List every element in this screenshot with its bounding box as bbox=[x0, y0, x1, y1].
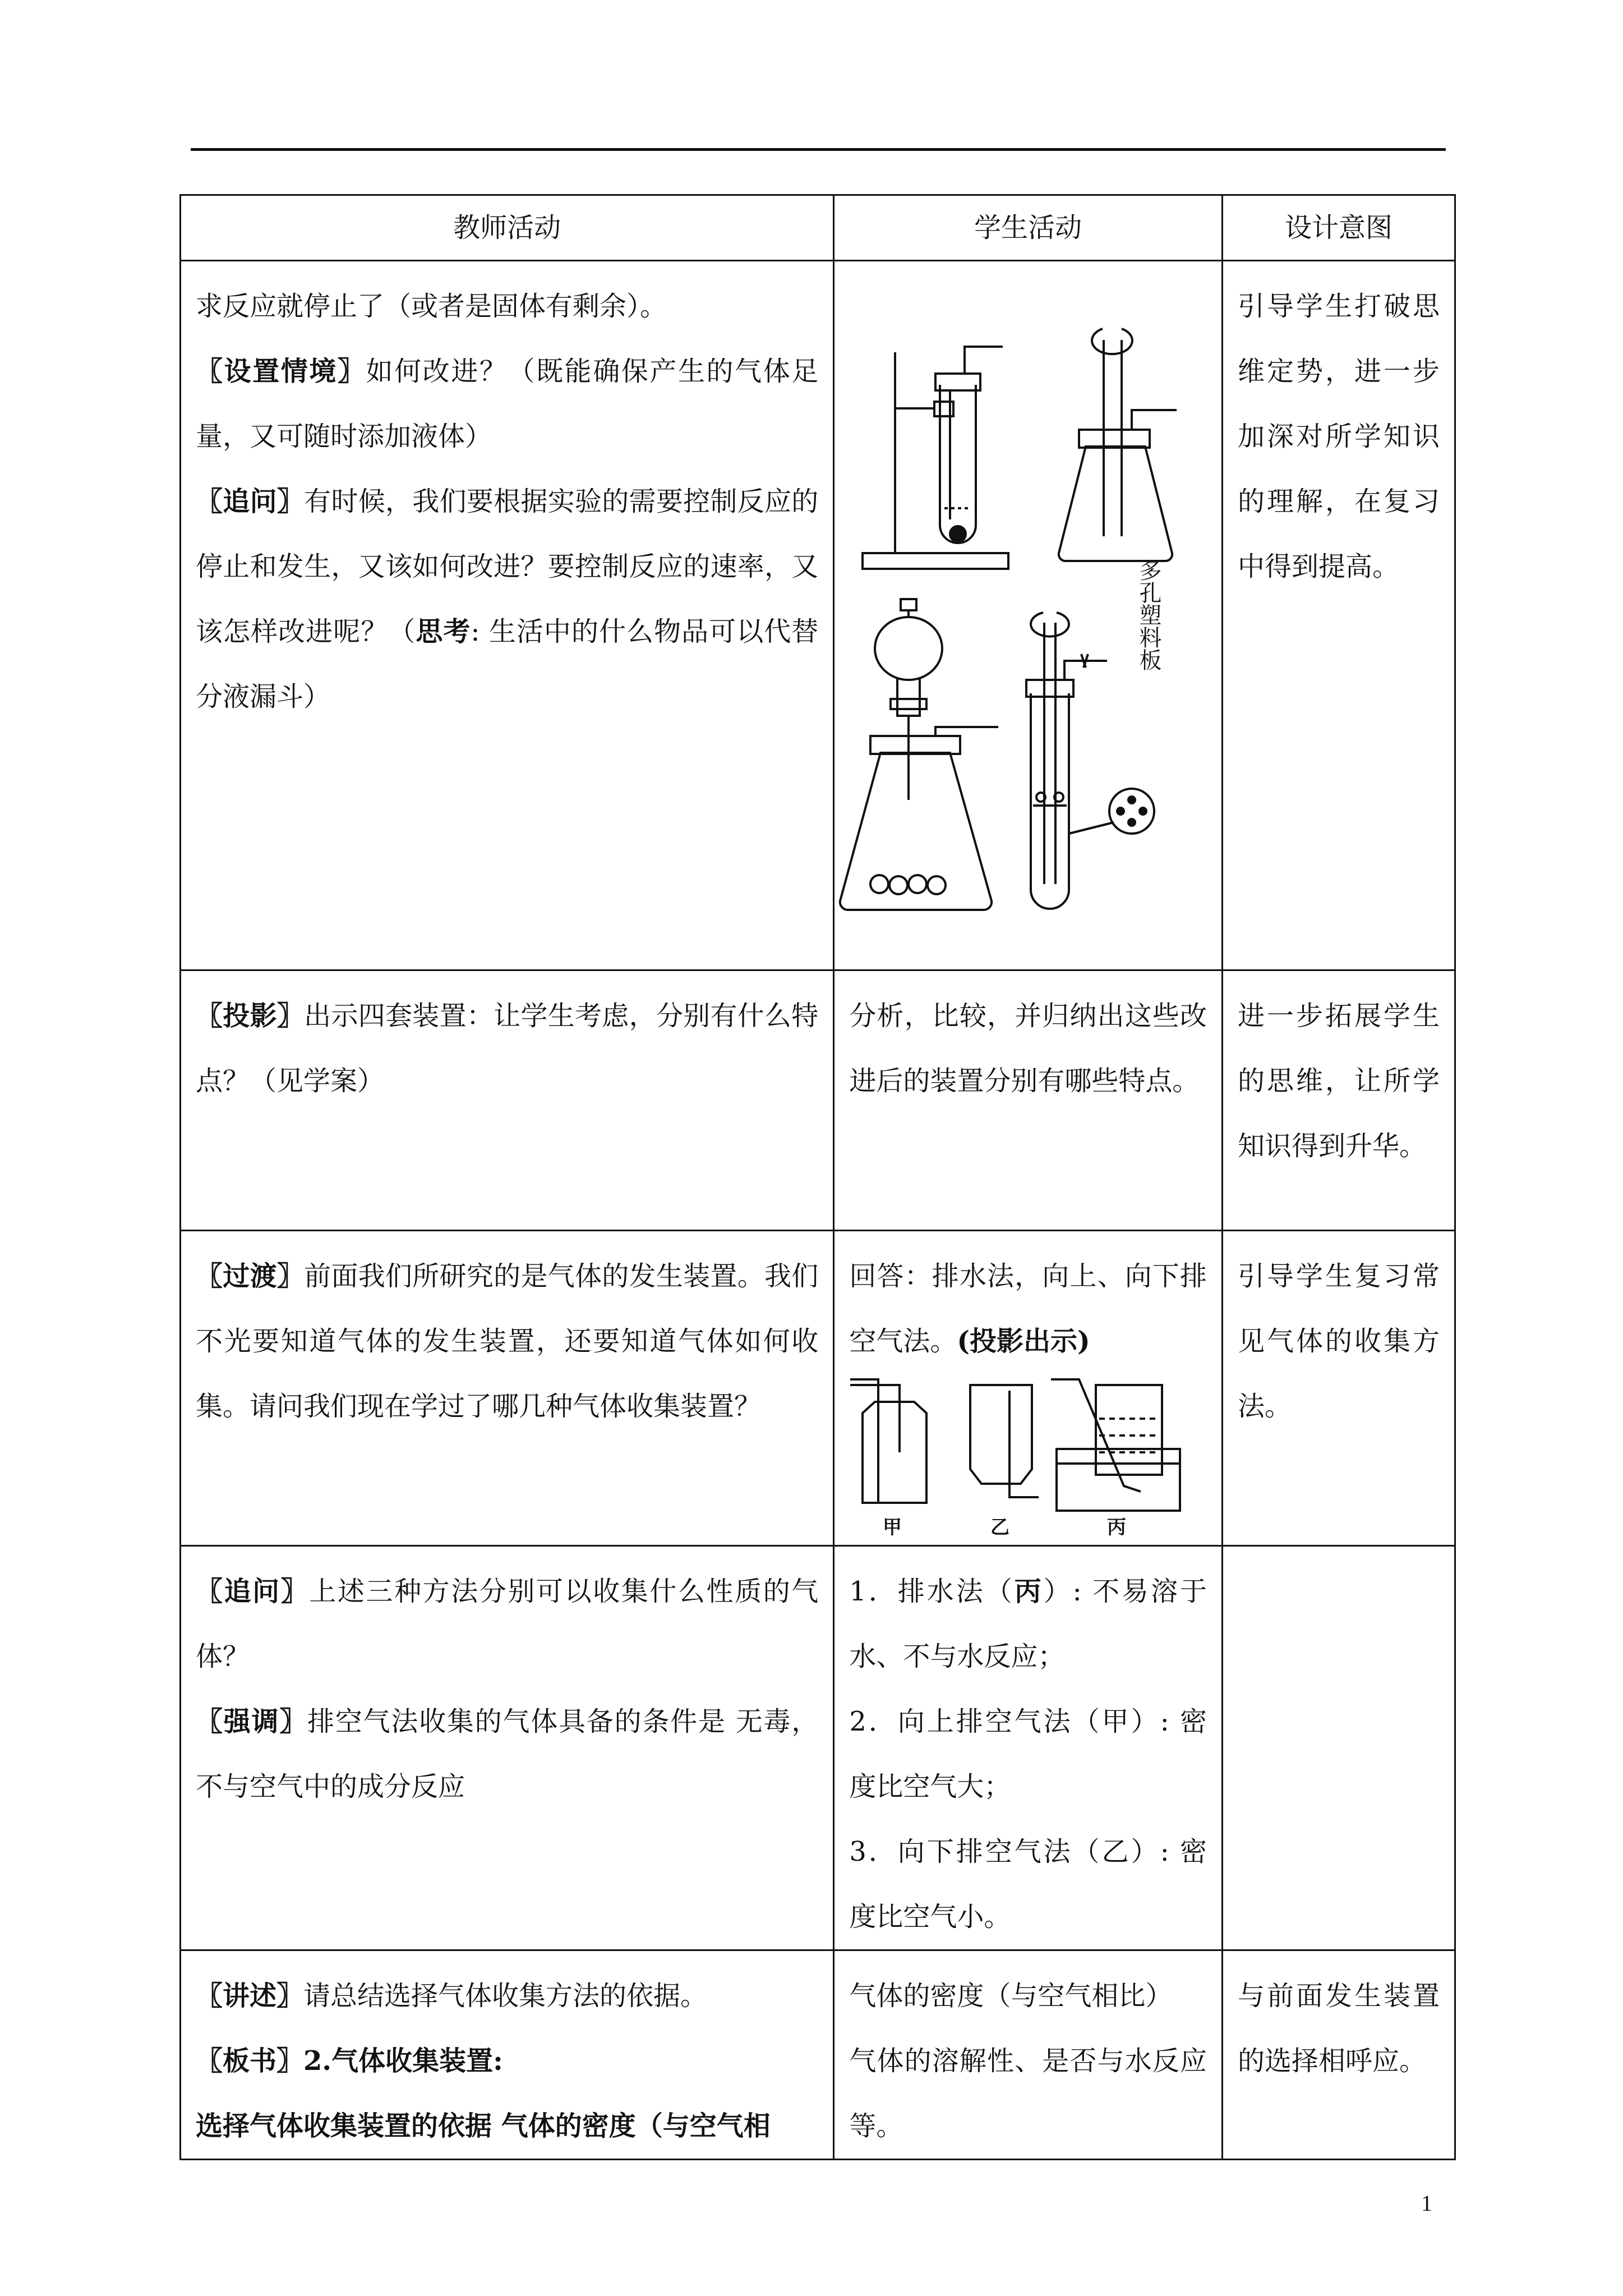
teacher-cell bbox=[181, 261, 834, 970]
table-row bbox=[181, 970, 1455, 1231]
student-text: 气体的密度（与空气相比） bbox=[849, 1980, 1173, 2012]
plate-hole bbox=[1128, 819, 1135, 826]
student-item: 3．向下排空气法（乙）: 密度比空气小。 bbox=[849, 1836, 1207, 1932]
teacher-text: 〖讲述〗请总结选择气体收集方法的依据。 bbox=[196, 1980, 708, 2012]
intent-cell bbox=[1223, 1950, 1455, 2160]
gas-collection-figure bbox=[843, 1374, 1191, 1542]
header-teacher: 教师活动 bbox=[181, 195, 834, 261]
teacher-cell bbox=[181, 1546, 834, 1950]
page-number: 1 bbox=[1421, 2191, 1432, 2216]
teacher-text: 〖追问〗有时候，我们要根据实验的需要控制反应的停止和发生，又该如何改进？要控制反应的速率，又该怎样改进呢？（思考: 生活中的什么物品可以代替分液漏斗） bbox=[196, 486, 819, 712]
teacher-text: 〖强调〗排空气法收集的气体具备的条件是 无毒，不与空气中的成分反应 bbox=[196, 1706, 819, 1802]
teacher-text: 〖追问〗上述三种方法分别可以收集什么性质的气体？ bbox=[196, 1576, 819, 1672]
solid-particle bbox=[889, 876, 907, 894]
student-text: 分析，比较，并归纳出这些改进后的装置分别有哪些特点。 bbox=[849, 1000, 1207, 1097]
header-student: 学生活动 bbox=[834, 195, 1223, 261]
student-text: 回答：排水法，向上、向下排空气法。(投影出示) bbox=[849, 1260, 1207, 1357]
stopper bbox=[935, 374, 980, 390]
solid-particle bbox=[870, 875, 888, 893]
intent-cell bbox=[1223, 1546, 1455, 1950]
tube-stopper bbox=[1026, 680, 1073, 697]
table-row bbox=[181, 1231, 1455, 1546]
flask-delivery-tube bbox=[1132, 410, 1177, 430]
tube-jia-2 bbox=[850, 1385, 900, 1452]
intent-cell bbox=[1223, 970, 1455, 1231]
stand-base bbox=[863, 553, 1008, 569]
teacher-text: 求反应就停止了（或者是固体有剩余）。 bbox=[196, 291, 667, 322]
intent-text: 引导学生打破思维定势，进一步加深对所学知识的理解，在复习中得到提高。 bbox=[1238, 291, 1440, 582]
table-row bbox=[181, 261, 1455, 970]
teacher-cell bbox=[181, 970, 834, 1231]
student-cell bbox=[834, 1546, 1223, 1950]
student-item: 2．向上排空气法（甲）: 密度比空气大； bbox=[849, 1706, 1207, 1802]
teacher-text: 选择气体收集装置的依据 气体的密度（与空气相 bbox=[196, 2110, 771, 2142]
teacher-text: 〖投影〗出示四套装置：让学生考虑，分别有什么特点？（见学案） bbox=[196, 1000, 819, 1097]
funnel-neck bbox=[897, 679, 920, 716]
bottle-jia bbox=[863, 1402, 926, 1503]
plate-hole bbox=[1128, 797, 1135, 803]
solid-particle bbox=[928, 876, 946, 894]
solid-particle bbox=[909, 875, 926, 893]
conical-flask-large bbox=[840, 753, 992, 910]
table-header-row bbox=[181, 195, 1455, 261]
teacher-text: 〖设置情境〗如何改进？（既能确保产生的气体足量，又可随时添加液体） bbox=[196, 356, 819, 452]
intent-text: 与前面发生装置的选择相呼应。 bbox=[1238, 1980, 1440, 2077]
header-rule bbox=[191, 148, 1446, 151]
test-tube bbox=[940, 385, 976, 543]
tube-yi bbox=[1009, 1391, 1039, 1497]
table-row bbox=[181, 1546, 1455, 1950]
conical-flask bbox=[1059, 447, 1172, 561]
teacher-text: 〖板书〗2.气体收集装置: bbox=[196, 2045, 503, 2077]
leader-line bbox=[1069, 822, 1114, 834]
label-yi: 乙 bbox=[990, 1516, 1010, 1539]
student-text: 气体的溶解性、是否与水反应等。 bbox=[849, 2045, 1207, 2142]
teacher-cell bbox=[181, 1950, 834, 2160]
gas-generator-apparatus-figure bbox=[834, 261, 1205, 946]
teacher-text: 〖过渡〗前面我们所研究的是气体的发生装置。我们不光要知道气体的发生装置，还要知道气体如何收集。请问我们现在学过了哪几种气体收集装置？ bbox=[196, 1260, 819, 1422]
lesson-plan-table bbox=[179, 194, 1456, 2160]
flask-stopper bbox=[1079, 430, 1150, 448]
separatory-funnel-bulb bbox=[875, 617, 942, 680]
plate-hole bbox=[1117, 808, 1124, 815]
label-jia: 甲 bbox=[883, 1516, 902, 1539]
label-bing: 丙 bbox=[1107, 1516, 1127, 1539]
intent-text: 进一步拓展学生的思维，让所学知识得到升华。 bbox=[1238, 1000, 1440, 1162]
teacher-cell bbox=[181, 1231, 834, 1546]
student-cell bbox=[834, 1231, 1223, 1546]
solid-reactant bbox=[950, 526, 966, 542]
funnel-stopper bbox=[901, 599, 916, 610]
student-item: 1．排水法（丙）: 不易溶于水、不与水反应； bbox=[849, 1576, 1207, 1672]
intent-cell bbox=[1223, 261, 1455, 970]
table-row bbox=[181, 1950, 1455, 2160]
student-cell bbox=[834, 970, 1223, 1231]
plate-hole bbox=[1140, 808, 1146, 815]
student-cell bbox=[834, 1950, 1223, 2160]
intent-text: 引导学生复习常见气体的收集方法。 bbox=[1238, 1260, 1440, 1422]
tube-funnel-top bbox=[1031, 613, 1069, 637]
large-test-tube bbox=[1031, 693, 1069, 909]
bottle-yi bbox=[970, 1385, 1032, 1484]
stopcock bbox=[891, 699, 926, 709]
large-flask-delivery bbox=[935, 727, 998, 736]
header-intent: 设计意图 bbox=[1223, 195, 1455, 261]
porous-plate-label: 多孔塑料板 bbox=[1136, 559, 1162, 671]
funnel-top bbox=[1092, 329, 1132, 354]
large-flask-stopper bbox=[870, 736, 960, 754]
tube-jia bbox=[850, 1379, 878, 1503]
delivery-tube bbox=[965, 347, 1003, 374]
intent-cell bbox=[1223, 1231, 1455, 1546]
bottle-bing bbox=[1096, 1385, 1162, 1475]
student-figure-cell bbox=[834, 261, 1223, 970]
